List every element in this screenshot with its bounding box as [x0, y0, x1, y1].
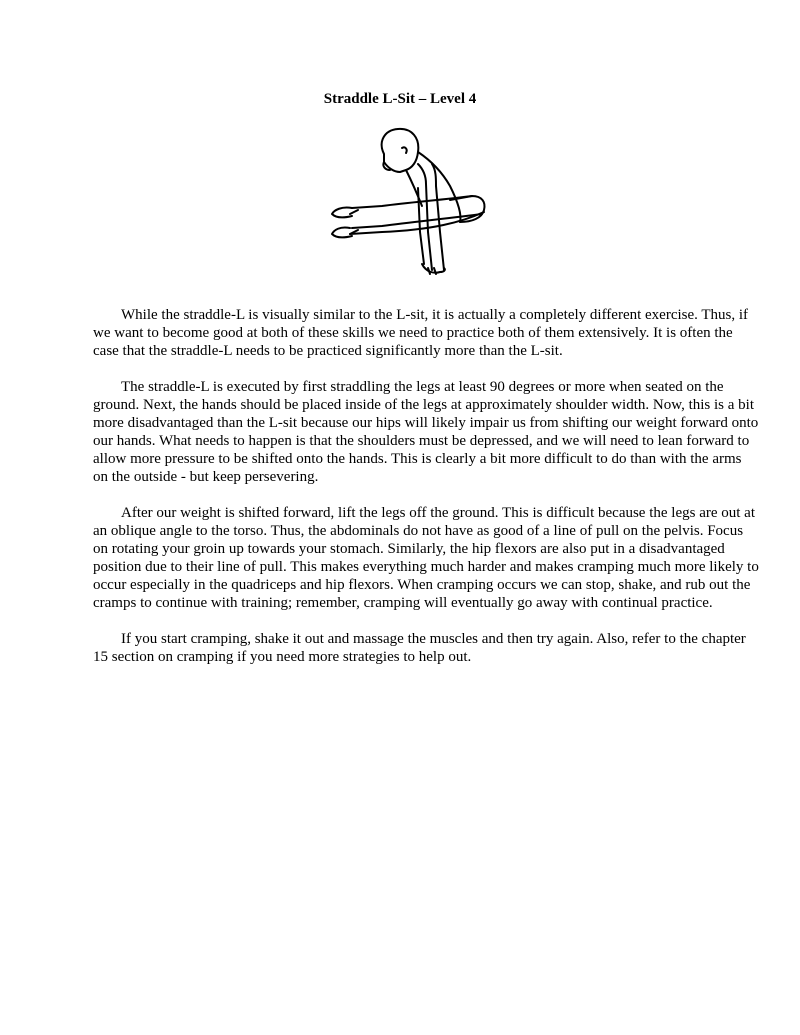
paragraph-3: After our weight is shifted forward, lift the legs off the ground. This is difficult because the legs are out at an oblique angle to the torso. Thus, the abdominals do not have as good of a line of pull on the pelvis. Focus on rotating your groin up towards your stomach. Similarly, the hip flexors are also put in a disadvantaged position due to their line of pull. This makes everything much harder and makes cramping much more likely to occur especially in the quadriceps and hip flexors. When cramping occurs we can stop, shake, and rub out the cramps to continue with training; remember, cramping will eventually go away with continual practice.	[93, 505, 759, 611]
page-title: Straddle L-Sit – Level 4	[323, 91, 477, 107]
paragraph-1: While the straddle-L is visually similar to the L-sit, it is actually a completely different exercise. Thus, if we want to become good at both of these skills we need to practice both of them extensively. It is often the case that the straddle-L needs to be practiced significantly more than the L-sit.	[93, 307, 749, 359]
paragraph-4: If you start cramping, shake it out and massage the muscles and then try again. Also, refer to the chapter 15 section on cramping if you need more strategies to help out.	[93, 631, 746, 665]
straddle-l-sit-illustration	[322, 122, 502, 282]
paragraph-2: The straddle-L is executed by first straddling the legs at least 90 degrees or more when seated on the ground. Next, the hands should be placed inside of the legs at approximately shoulder width. Now, this is a bit more disadvantaged than the L-sit because our hips will likely impair us from shifting our weight forward onto our hands. What needs to happen is that the shoulders must be depressed, and we will need to lean forward to allow more pressure to be shifted onto the hands. This is clearly a bit more difficult to do than with the arms on the outside - but keep persevering.	[93, 379, 759, 485]
body-text	[93, 306, 759, 684]
